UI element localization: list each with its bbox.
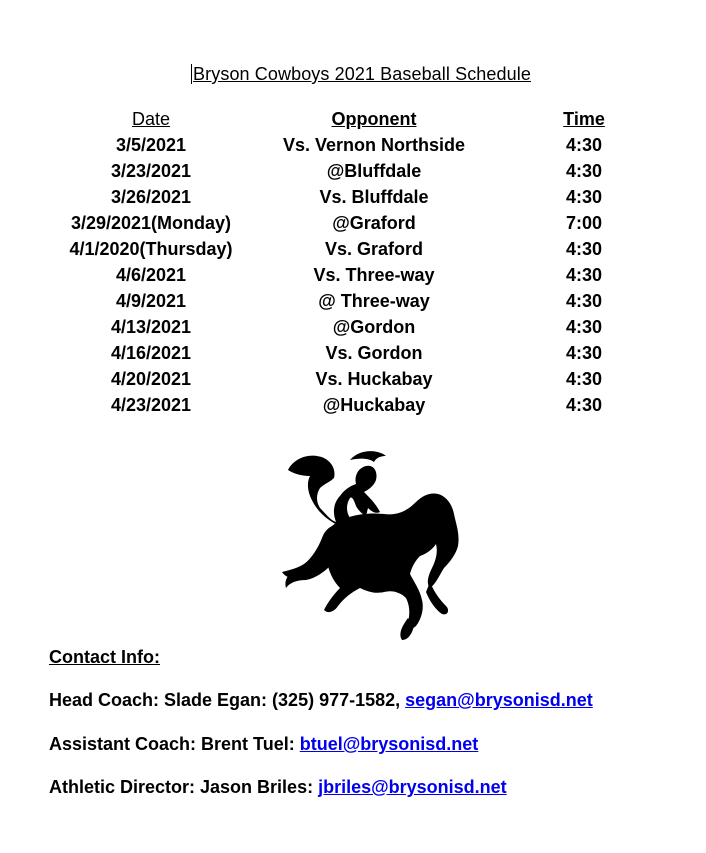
title-text: Bryson Cowboys 2021 Baseball Schedule [193,64,531,84]
game-opponent: @Huckabay [322,395,426,415]
bronc-rider-silhouette-icon [280,442,465,642]
game-opponent: Vs. Huckabay [315,369,433,389]
game-time: 4:30 [565,239,603,259]
table-row [0,288,706,314]
table-row [0,392,706,418]
game-time: 4:30 [565,291,603,311]
athletic-director-email-link[interactable]: jbriles@brysonisd.net [318,777,507,797]
table-row [0,210,706,236]
assistant-coach-label: Assistant Coach: Brent Tuel: [49,734,300,754]
page-title [0,64,706,85]
game-time: 4:30 [565,395,603,415]
table-row [0,236,706,262]
game-time: 4:30 [565,135,603,155]
table-row [0,132,706,158]
game-opponent: Vs. Bluffdale [319,187,429,207]
game-date: 4/6/2021 [115,265,187,285]
table-row [0,262,706,288]
head-coach-contact [49,690,689,711]
athletic-director-contact [49,777,689,798]
head-coach-label: Head Coach: Slade Egan: (325) 977-1582, [49,690,406,710]
game-date: 4/16/2021 [110,343,192,363]
table-row [0,340,706,366]
header-time: Time [563,109,605,129]
schedule-table [0,106,706,418]
game-time: 4:30 [565,187,603,207]
game-time: 4:30 [565,369,603,389]
game-date: 3/29/2021(Monday) [70,213,232,233]
head-coach-email-link[interactable]: segan@brysonisd.net [405,690,593,710]
text-cursor [191,64,192,84]
game-opponent: @Bluffdale [326,161,422,181]
game-opponent: Vs. Gordon [325,343,423,363]
game-date: 4/1/2020(Thursday) [69,239,233,259]
game-date: 4/23/2021 [110,395,192,415]
game-time: 4:30 [565,317,603,337]
game-date: 3/5/2021 [115,135,187,155]
assistant-coach-email-link[interactable]: btuel@brysonisd.net [299,734,479,754]
game-date: 3/26/2021 [110,187,192,207]
game-date: 4/13/2021 [110,317,192,337]
game-time: 4:30 [565,265,603,285]
contact-info-heading: Contact Info: [49,647,160,667]
athletic-director-label: Athletic Director: Jason Briles: [49,777,319,797]
game-opponent: Vs. Three-way [313,265,435,285]
game-time: 4:30 [565,161,603,181]
game-date: 4/20/2021 [110,369,192,389]
game-time: 7:00 [565,213,603,233]
game-date: 3/23/2021 [110,161,192,181]
table-row [0,158,706,184]
table-row [0,366,706,392]
game-opponent: Vs. Graford [324,239,424,259]
game-opponent: @ Three-way [318,291,430,311]
game-time: 4:30 [565,343,603,363]
game-opponent: Vs. Vernon Northside [282,135,466,155]
game-opponent: @Gordon [332,317,416,337]
game-opponent: @Graford [332,213,416,233]
schedule-header-row [0,106,706,132]
header-opponent: Opponent [331,109,417,129]
assistant-coach-contact [49,734,689,755]
table-row [0,184,706,210]
game-date: 4/9/2021 [115,291,187,311]
table-row [0,314,706,340]
header-date: Date [131,109,171,129]
